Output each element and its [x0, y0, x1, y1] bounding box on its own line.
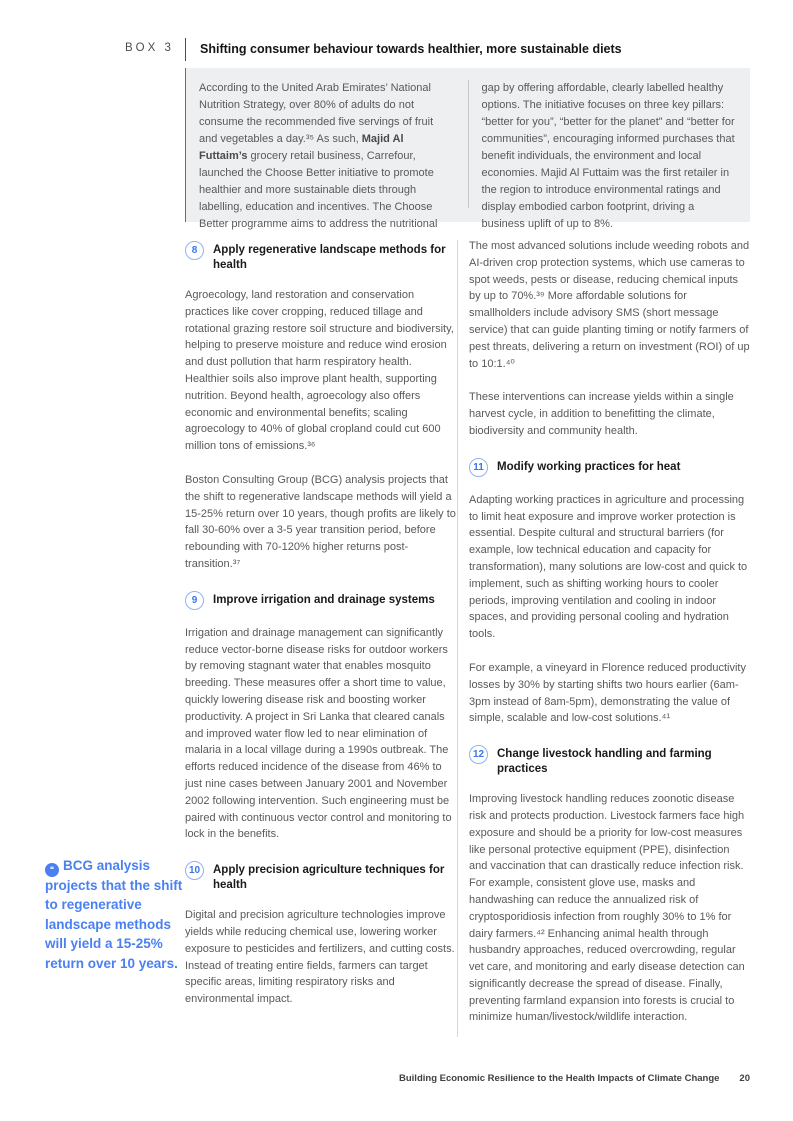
footer-page-number: 20: [739, 1073, 750, 1084]
footer-report-title: Building Economic Resilience to the Health Impacts of Climate Change: [399, 1073, 720, 1084]
section-8-number-badge: 8: [185, 241, 204, 260]
page-footer: [399, 1073, 750, 1084]
main-columns: [185, 238, 750, 1043]
left-column: [185, 238, 457, 1043]
section-8-paragraph: Agroecology, land restoration and conservation practices like cover cropping, reduced tillage and rotational grazing restore soil structure and biodiversity, helping to preserve moisture and reduce wind erosion and dust pollution that harm respiratory health. Healthier soils also improve plant health, supporting nutrition. Beyond health, agroecology also offers economic and environmental benefits; scaling agroecology to 40% of global cropland could cut 600 million tons of emissions.³⁶: [185, 289, 454, 453]
section-11-heading: [469, 457, 750, 477]
intro-box-left-column: [186, 68, 468, 230]
section-10-title: Apply precision agriculture techniques for health: [213, 864, 445, 891]
section-9-heading: [185, 590, 457, 610]
section-9-title: Improve irrigation and drainage systems: [213, 593, 435, 606]
box-title: Shifting consumer behaviour towards healthier, more sustainable diets: [200, 42, 622, 56]
section-10-paragraph: Digital and precision agriculture technologies improve yields while reducing chemical use, lowering worker exposure to pesticides and fertilizers, and cutting costs. Instead of treating entire fields, farmers can target specific areas, limiting respiratory risks and environmental impact.: [185, 909, 455, 1006]
title-divider-rule: [185, 38, 186, 61]
intro-box-right-column: gap by offering affordable, clearly labelled healthy options. The initiative focuses on three key pillars: “better for you”, “better for the planet” and “better for communities”, encouraging informed purchases that benefit individuals, the environment and local economies. Majid Al Futtaim was the first retailer in the region to introduce environmental ratings and display embodied carbon footprint, driving a business uplift of up to 8%.: [481, 82, 735, 230]
intro-case-study-box: [185, 68, 750, 230]
right-column: [458, 238, 750, 1043]
box-number-label: BOX 3: [125, 42, 174, 54]
section-10-continuation-paragraph: These interventions can increase yields within a single harvest cycle, in addition to benefitting the climate, biodiversity and community health.: [469, 391, 734, 437]
section-11-title: Modify working practices for heat: [497, 460, 681, 473]
section-9-paragraph: Irrigation and drainage management can significantly reduce vector-borne disease risks for outdoor workers by removing stagnant water that enables mosquito breeding. These measures offer a short time to value, quickly lowering disease risk and boosting worker productivity. A project in Sri Lanka that cleared canals and improved water flow led to near elimination of malaria in a local village during a 1990s outbreak. The efforts reduced incidence of the disease from 46% to just nine cases between January 2001 and November 2002 following intervention. Such engineering must be paired with continuous vector control and monitoring to lock in the benefits.: [185, 626, 452, 841]
section-12-number-badge: 12: [469, 745, 488, 764]
intro-left-text-1: According to the United Arab Emirates’ National Nutrition Strategy, over 80% of adults do not consume the recommended five servings of fruit and vegetables a day.³⁵ As such,: [199, 82, 434, 145]
intro-left-bold-text: Majid Al Futtaim’s: [199, 133, 404, 162]
section-10-continuation-paragraph: The most advanced solutions include weeding robots and AI-driven crop protection systems, which use cameras to spot weeds, pests or disease, reducing chemical inputs by up to 70%.³⁹ More affordable solutions for smallholders include advisory SMS (short message service) that can guide planting timing or notify farmers of pest threats, delivering a return on investment (ROI) of up to 10:1.⁴⁰: [469, 240, 750, 370]
section-8-heading: [185, 240, 457, 272]
section-10-heading: [185, 860, 457, 892]
section-8-paragraph: Boston Consulting Group (BCG) analysis projects that the shift to regenerative landscape methods will yield a 15-25% return over 10 years, though profits are likely to fall 30-60% over a 3-5 year transition period, before rebounding with 70-120% higher returns post-transition.³⁷: [185, 473, 456, 570]
pull-quote-text: BCG analysis projects that the shift to regenerative landscape methods will yield a 15-25% return over 10 years.: [45, 858, 183, 971]
section-12-paragraph: Improving livestock handling reduces zoonotic disease risk and protects production. Livestock farmers face high exposure and should be a priority for low-cost measures like personal protective equipment (PPE), disinfection and vaccination that can drastically reduce infection risk. For example, consistent glove use, masks and handwashing can reduce the annualized risk of cryptosporidiosis infection from roughly 30% to 1% for dairy farmers.⁴² Enhancing animal health through husbandry approaches, reduced overcrowding, regular vet care, and monitoring and early disease detection can significantly decrease the spread of disease. Finally, preventing farmland expansion into forests is crucial to minimize human/livestock/wildlife interaction.: [469, 793, 745, 1024]
section-9-number-badge: 9: [185, 591, 204, 610]
quote-icon: ❝: [45, 863, 59, 877]
section-12-heading: [469, 744, 750, 776]
section-8-title: Apply regenerative landscape methods for health: [213, 244, 446, 271]
intro-left-text-2: grocery retail business, Carrefour, launched the Choose Better initiative to promote healthier and more sustainable diets through labelling, education and incentives. The Choose Better programme aims to address the nutritional: [199, 150, 438, 230]
section-10-number-badge: 10: [185, 861, 204, 880]
section-11-paragraph: Adapting working practices in agriculture and processing to limit heat exposure and improve worker protection is essential. Despite cultural and structural barriers (for example, low technical education and capacity for transformation), many solutions are low-cost and quick to implement, such as shifting working hours to cooler periods, improving ventilation and cooling in indoor spaces, and providing personal cooling and hydration tools.: [469, 493, 748, 641]
section-12-title: Change livestock handling and farming practices: [497, 748, 712, 775]
pull-quote: [45, 856, 185, 973]
section-11-paragraph: For example, a vineyard in Florence reduced productivity losses by 30% by starting shifts two hours earlier (6am-3pm instead of 8am-5pm), demonstrating the value of simple, scalable and low-cost solutions.⁴¹: [469, 661, 746, 725]
section-11-number-badge: 11: [469, 458, 488, 477]
